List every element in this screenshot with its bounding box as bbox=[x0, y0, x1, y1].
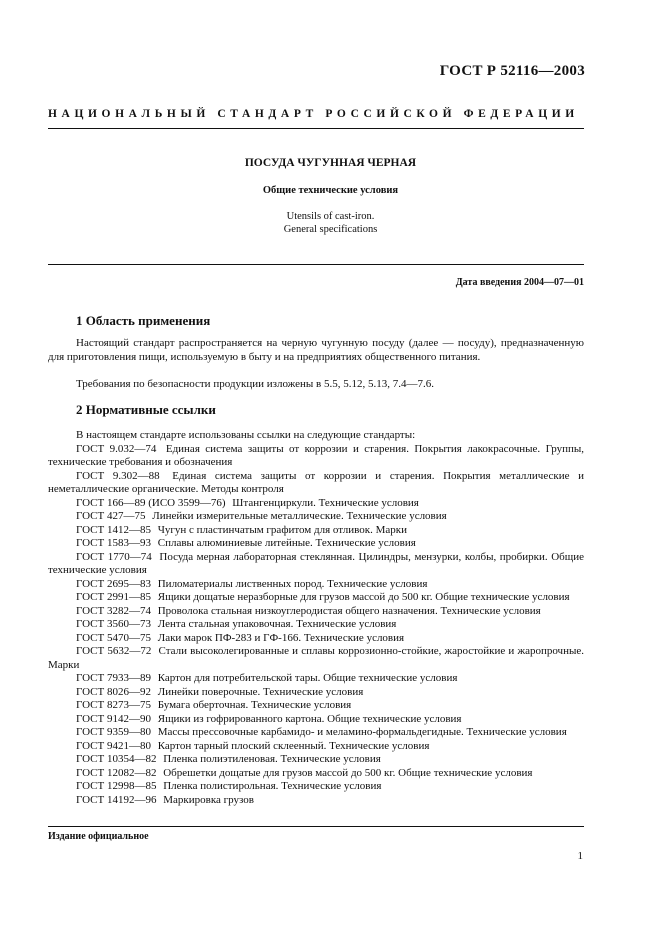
reference-code: ГОСТ 2991—85 bbox=[76, 591, 151, 603]
english-title: Utensils of cast-iron. bbox=[286, 211, 375, 222]
reference-item bbox=[48, 767, 584, 781]
reference-item bbox=[48, 699, 584, 713]
reference-code: ГОСТ 9.032—74 bbox=[76, 442, 157, 455]
reference-code: ГОСТ 3282—74 bbox=[76, 604, 151, 617]
page-number: 1 bbox=[577, 850, 583, 862]
reference-item bbox=[48, 551, 584, 578]
reference-title: Линейки измерительные металлические. Технические условия bbox=[152, 510, 447, 522]
reference-title: Ящики дощатые неразборные для грузов массой до 500 кг. Общие технические условия bbox=[157, 591, 570, 603]
reference-title: Маркировка грузов bbox=[163, 793, 254, 806]
reference-title: Пленка полиэтиленовая. Технические условия bbox=[163, 753, 381, 765]
reference-title: Единая система защиты от коррозии и старения. Покрытия лакокрасочные. Группы, технические требования и обозначения bbox=[48, 442, 585, 468]
reference-item bbox=[48, 686, 584, 700]
reference-code: ГОСТ 9142—90 bbox=[76, 712, 151, 725]
reference-item bbox=[48, 672, 584, 686]
reference-item bbox=[48, 537, 584, 551]
reference-title: Пленка полистирольная. Технические условия bbox=[163, 780, 382, 792]
reference-items bbox=[48, 443, 584, 808]
reference-code: ГОСТ 12082—82 bbox=[76, 766, 157, 779]
top-divider bbox=[48, 128, 584, 129]
reference-title: Картон для потребительской тары. Общие технические условия bbox=[157, 672, 458, 684]
section-1-paragraph-1: Настоящий стандарт распространяется на черную чугунную посуду (далее — посуду), предназначенную для приготовления пищи, используемую в быту и на предприятиях общественного питания. bbox=[48, 337, 584, 363]
reference-code: ГОСТ 3560—73 bbox=[76, 618, 151, 630]
reference-title: Ящики из гофрированного картона. Общие технические условия bbox=[157, 712, 462, 725]
reference-code: ГОСТ 5632—72 bbox=[76, 645, 152, 657]
reference-item bbox=[48, 740, 584, 754]
document-title: ПОСУДА ЧУГУННАЯ ЧЕРНАЯ bbox=[244, 157, 417, 169]
introduction-date: Дата введения 2004—07—01 bbox=[455, 277, 584, 288]
reference-item bbox=[48, 632, 584, 646]
document-subtitle: Общие технические условия bbox=[262, 185, 399, 196]
reference-code: ГОСТ 1412—85 bbox=[76, 523, 151, 536]
reference-code: ГОСТ 427—75 bbox=[76, 510, 146, 522]
reference-code: ГОСТ 10354—82 bbox=[76, 753, 157, 765]
reference-code: ГОСТ 7933—89 bbox=[76, 672, 151, 684]
reference-code: ГОСТ 8273—75 bbox=[76, 699, 151, 711]
reference-code: ГОСТ 2695—83 bbox=[76, 577, 151, 590]
reference-title: Чугун с пластинчатым графитом для отливок. Марки bbox=[157, 523, 408, 536]
reference-title: Лаки марок ПФ-283 и ГФ-166. Технические условия bbox=[157, 631, 405, 644]
reference-code: ГОСТ 9.302—88 bbox=[76, 469, 160, 482]
reference-item bbox=[48, 591, 584, 605]
reference-item bbox=[48, 645, 584, 672]
document-number: ГОСТ Р 52116—2003 bbox=[439, 63, 585, 79]
reference-item bbox=[48, 618, 584, 632]
section-2-heading: 2 Нормативные ссылки bbox=[76, 402, 216, 417]
national-standard-banner: НАЦИОНАЛЬНЫЙ СТАНДАРТ РОССИЙСКОЙ ФЕДЕРАЦИИ bbox=[48, 108, 579, 120]
reference-title: Обрешетки дощатые для грузов массой до 500 кг. Общие технические условия bbox=[163, 766, 533, 779]
edition-label: Издание официальное bbox=[48, 831, 149, 842]
reference-item bbox=[48, 443, 584, 470]
section-1-heading: 1 Область применения bbox=[76, 313, 211, 328]
reference-title: Стали высоколегированные и сплавы коррозионно-стойкие, жаростойкие и жаропрочные. Марки bbox=[48, 645, 584, 671]
reference-item bbox=[48, 510, 584, 524]
reference-title: Пиломатериалы лиственных пород. Технические условия bbox=[157, 577, 428, 590]
reference-code: ГОСТ 12998—85 bbox=[76, 780, 157, 792]
reference-code: ГОСТ 5470—75 bbox=[76, 631, 151, 644]
reference-title: Штангенциркули. Технические условия bbox=[232, 496, 419, 509]
reference-item bbox=[48, 794, 584, 808]
references-list bbox=[48, 429, 584, 807]
reference-code: ГОСТ 9421—80 bbox=[76, 739, 151, 752]
reference-item bbox=[48, 470, 584, 497]
english-subtitle: General specifications bbox=[283, 224, 378, 235]
reference-title: Сплавы алюминиевые литейные. Технические условия bbox=[157, 537, 416, 549]
reference-code: ГОСТ 1770—74 bbox=[76, 550, 152, 563]
reference-title: Линейки поверочные. Технические условия bbox=[157, 685, 364, 698]
footer-divider bbox=[48, 826, 584, 827]
reference-title: Проволока стальная низкоуглеродистая общего назначения. Технические условия bbox=[157, 604, 541, 617]
reference-item bbox=[48, 605, 584, 619]
reference-title: Бумага оберточная. Технические условия bbox=[157, 699, 352, 711]
reference-code: ГОСТ 14192—96 bbox=[76, 793, 157, 806]
reference-title: Единая система защиты от коррозии и старения. Покрытия металлические и неметаллические органические. Методы контроля bbox=[48, 469, 584, 495]
reference-title: Картон тарный плоский склеенный. Технические условия bbox=[157, 739, 430, 752]
title-divider bbox=[48, 264, 584, 265]
reference-item bbox=[48, 713, 584, 727]
reference-title: Лента стальная упаковочная. Технические условия bbox=[157, 618, 397, 630]
reference-code: ГОСТ 9359—80 bbox=[76, 726, 151, 738]
reference-code: ГОСТ 8026—92 bbox=[76, 685, 151, 698]
references-intro: В настоящем стандарте использованы ссылки на следующие стандарты: bbox=[76, 429, 416, 441]
reference-item bbox=[48, 726, 584, 740]
section-1-paragraph-2: Требования по безопасности продукции изложены в 5.5, 5.12, 5.13, 7.4—7.6. bbox=[76, 378, 434, 390]
reference-item bbox=[48, 497, 584, 511]
reference-code: ГОСТ 1583—93 bbox=[76, 537, 151, 549]
reference-item bbox=[48, 578, 584, 592]
reference-code: ГОСТ 166—89 (ИСО 3599—76) bbox=[76, 496, 226, 509]
reference-title: Массы прессовочные карбамидо- и меламино-формальдегидные. Технические условия bbox=[157, 726, 567, 738]
reference-title: Посуда мерная лабораторная стеклянная. Цилиндры, мензурки, колбы, пробирки. Общие технические условия bbox=[48, 550, 584, 576]
reference-item bbox=[48, 780, 584, 794]
reference-item bbox=[48, 753, 584, 767]
reference-item bbox=[48, 524, 584, 538]
